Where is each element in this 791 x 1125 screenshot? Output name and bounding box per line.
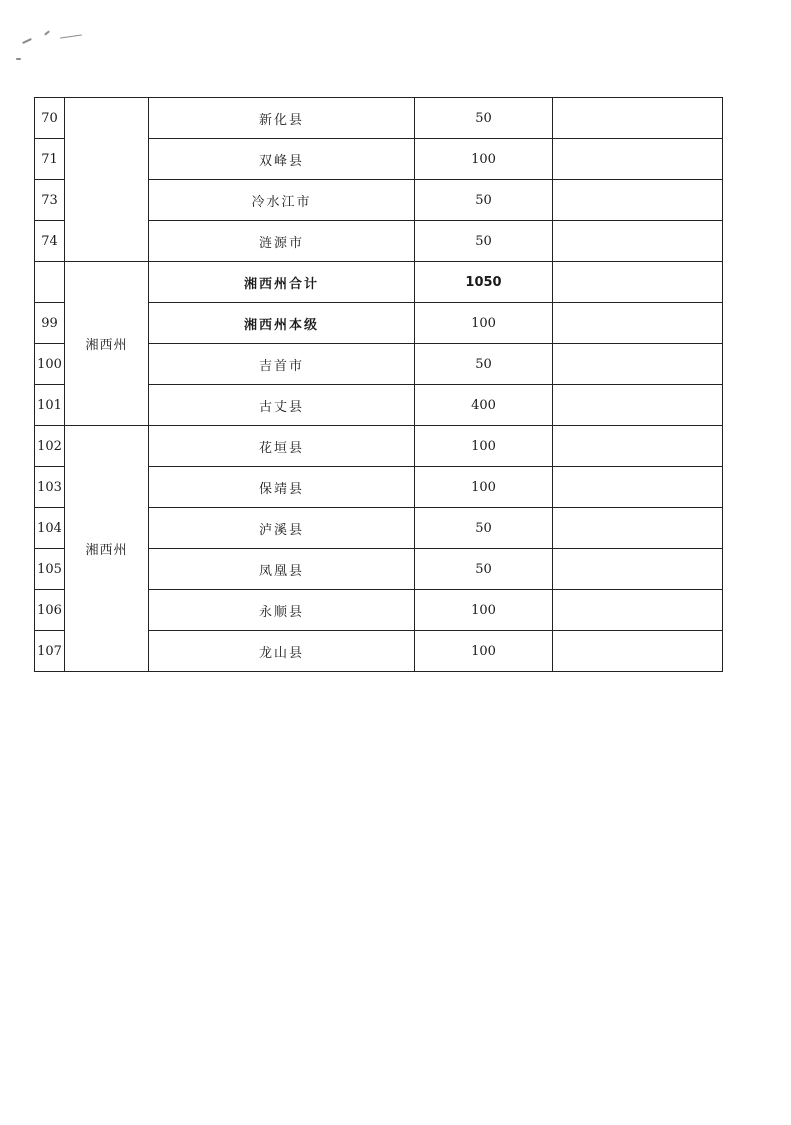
amount-value: 100	[415, 467, 553, 508]
subtotal-row	[35, 262, 723, 303]
note-cell	[553, 303, 723, 344]
region-cell: 湘西州	[65, 426, 149, 672]
amount-value: 50	[415, 221, 553, 262]
unit-name: 龙山县	[149, 631, 415, 672]
row-number	[35, 262, 65, 303]
unit-name: 涟源市	[149, 221, 415, 262]
note-cell	[553, 180, 723, 221]
note-cell	[553, 262, 723, 303]
amount-value: 50	[415, 508, 553, 549]
unit-name: 古丈县	[149, 385, 415, 426]
note-cell	[553, 344, 723, 385]
row-number: 103	[35, 467, 65, 508]
amount-value: 100	[415, 426, 553, 467]
unit-name: 湘西州本级	[149, 303, 415, 344]
amount-value: 1050	[415, 262, 553, 303]
amount-value: 100	[415, 631, 553, 672]
amount-value: 50	[415, 180, 553, 221]
row-number: 101	[35, 385, 65, 426]
unit-name: 凤凰县	[149, 549, 415, 590]
note-cell	[553, 467, 723, 508]
amount-value: 100	[415, 590, 553, 631]
row-number: 99	[35, 303, 65, 344]
note-cell	[553, 631, 723, 672]
row-number: 70	[35, 98, 65, 139]
unit-name: 新化县	[149, 98, 415, 139]
note-cell	[553, 590, 723, 631]
row-number: 71	[35, 139, 65, 180]
amount-value: 100	[415, 139, 553, 180]
table-row	[35, 98, 723, 139]
note-cell	[553, 426, 723, 467]
amount-value: 50	[415, 549, 553, 590]
unit-name: 保靖县	[149, 467, 415, 508]
row-number: 105	[35, 549, 65, 590]
unit-name: 冷水江市	[149, 180, 415, 221]
row-number: 104	[35, 508, 65, 549]
amount-value: 100	[415, 303, 553, 344]
unit-name: 花垣县	[149, 426, 415, 467]
scan-mark	[16, 58, 21, 60]
note-cell	[553, 508, 723, 549]
table-row	[35, 426, 723, 467]
note-cell	[553, 549, 723, 590]
scan-mark	[22, 38, 32, 44]
row-number: 107	[35, 631, 65, 672]
amount-value: 50	[415, 344, 553, 385]
row-number: 102	[35, 426, 65, 467]
unit-name: 湘西州合计	[149, 262, 415, 303]
unit-name: 泸溪县	[149, 508, 415, 549]
unit-name: 吉首市	[149, 344, 415, 385]
amount-value: 400	[415, 385, 553, 426]
note-cell	[553, 385, 723, 426]
amount-value: 50	[415, 98, 553, 139]
region-cell	[65, 98, 149, 262]
note-cell	[553, 98, 723, 139]
row-number: 74	[35, 221, 65, 262]
note-cell	[553, 221, 723, 262]
unit-name: 双峰县	[149, 139, 415, 180]
row-number: 100	[35, 344, 65, 385]
region-cell: 湘西州	[65, 262, 149, 426]
scan-mark	[44, 30, 50, 35]
row-number: 106	[35, 590, 65, 631]
row-number: 73	[35, 180, 65, 221]
note-cell	[553, 139, 723, 180]
scan-mark	[60, 34, 82, 38]
allocation-table	[34, 97, 723, 672]
unit-name: 永顺县	[149, 590, 415, 631]
